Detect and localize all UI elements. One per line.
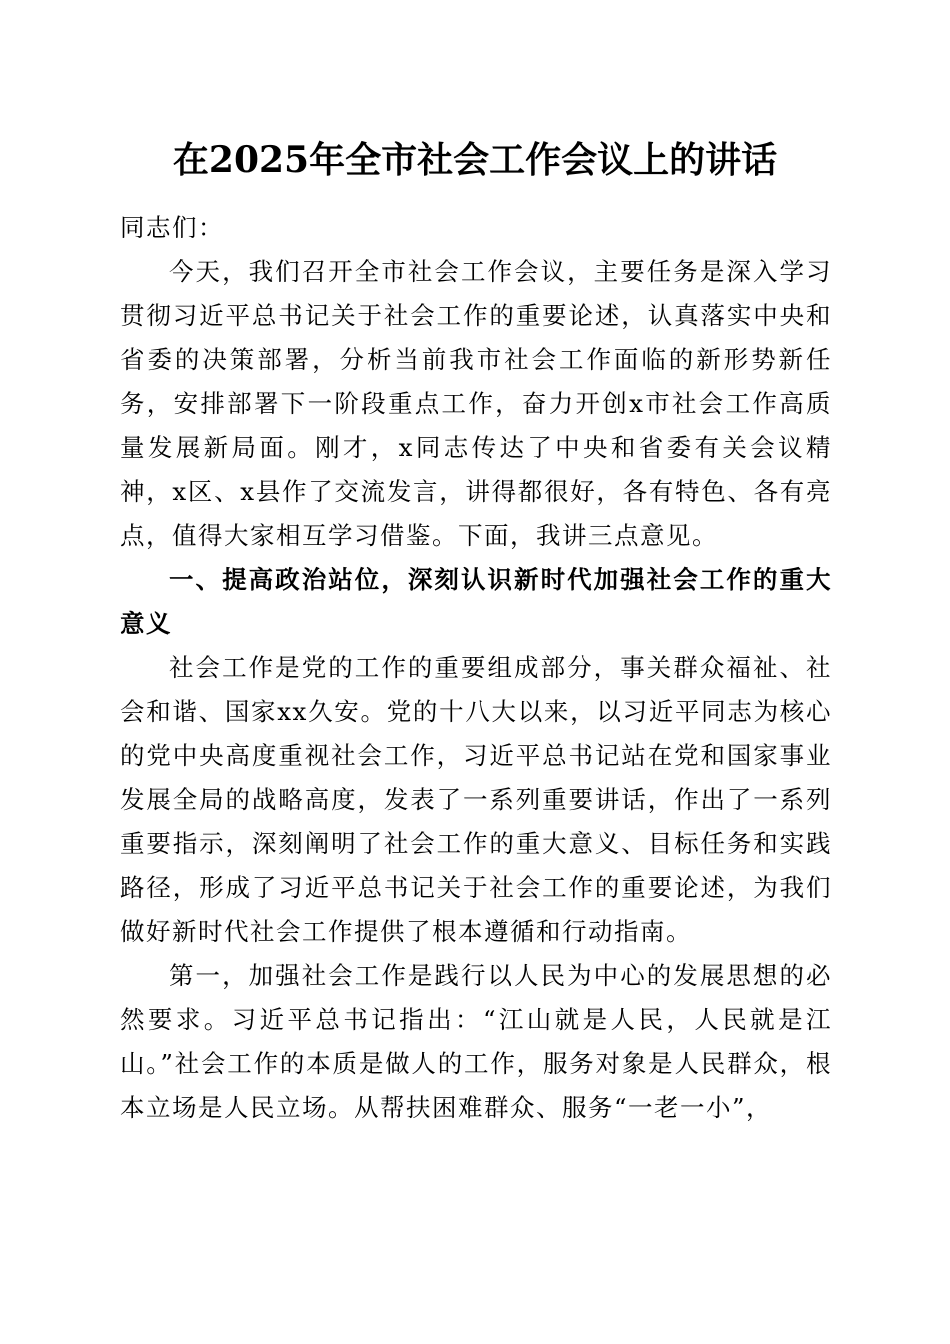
paragraph-intro: 今天，我们召开全市社会工作会议，主要任务是深入学习贯彻习近平总书记关于社会工作的重要论述，认真落实中央和省委的决策部署，分析当前我市社会工作面临的新形势新任务，安排部署下一阶段重点工作，奋力开创x市社会工作高质量发展新局面。刚才，x同志传达了中央和省委有关会议精神，x区、x县作了交流发言，讲得都很好，各有特色、各有亮点，值得大家相互学习借鉴。下面，我讲三点意见。 [120,257,832,550]
document-body [120,206,832,1130]
section-heading-1: 一、提高政治站位，深刻认识新时代加强社会工作的重大意义 [120,565,832,638]
salutation: 同志们： [120,213,224,242]
paragraph-section-1: 社会工作是党的工作的重要组成部分，事关群众福祉、社会和谐、国家xx久安。党的十八大以来，以习近平同志为核心的党中央高度重视社会工作，习近平总书记站在党和国家事业发展全局的战略高度，发表了一系列重要讲话，作出了一系列重要指示，深刻阐明了社会工作的重大意义、目标任务和实践路径，形成了习近平总书记关于社会工作的重要论述，为我们做好新时代社会工作提供了根本遵循和行动指南。 [120,653,832,946]
document-title: 在2025年全市社会工作会议上的讲话 [172,139,778,181]
paragraph-point-1: 第一，加强社会工作是践行以人民为中心的发展思想的必然要求。习近平总书记指出：“江山就是人民，人民就是江山。”社会工作的本质是做人的工作，服务对象是人民群众，根本立场是人民立场。从帮扶困难群众、服务“一老一小”， [120,961,832,1122]
